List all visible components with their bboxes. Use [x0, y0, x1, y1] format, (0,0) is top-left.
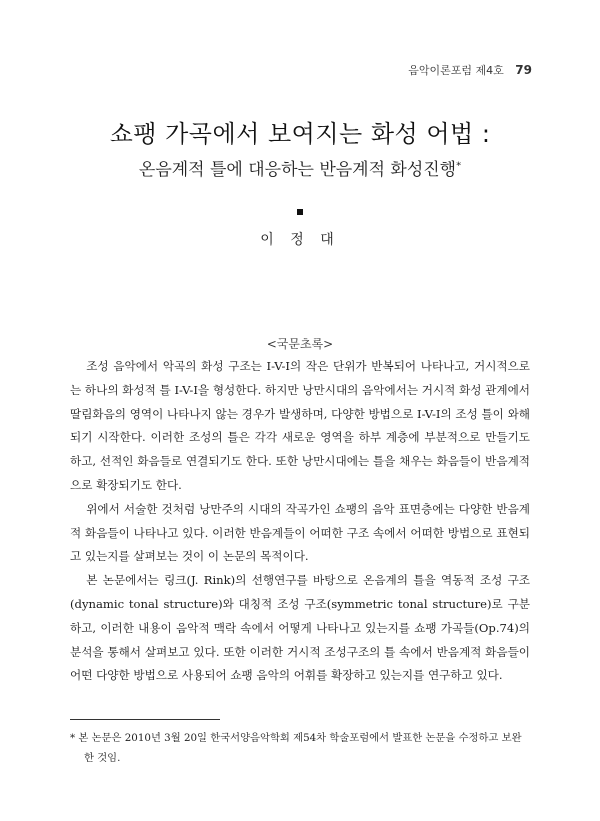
journal-name: 음악이론포럼 제4호: [408, 64, 504, 77]
footnote: * 본 논문은 2010년 3월 20일 한국서양음악학회 제54차 학술포럼에서 발표한 논문을 수정하고 보완한 것임.: [70, 732, 522, 764]
running-head: [408, 62, 532, 78]
subtitle-text: 온음계적 틀에 대응하는 반음계적 화성진행: [138, 160, 457, 180]
square-bullet-icon: [297, 209, 303, 215]
abstract-heading: <국문초록>: [266, 337, 334, 351]
paper-subtitle: [0, 155, 600, 180]
footnote-divider: [70, 719, 220, 720]
abstract-paragraph: 조성 음악에서 악곡의 화성 구조는 I-V-I의 작은 단위가 반복되어 나타나고, 거시적으로는 하나의 화성적 틀 I-V-I을 형성한다. 하지만 낭만시대의 음악에서는 거시적 화성 관계에서 딸림화음의 영역이 나타나지 않는 경우가 발생하며, 다양한 방법으로 I-V-I의 조성 틀이 와해되기 시작한다. 이러한 조성의 틀은 각각 새로운 영역을 하부 계층에 부분적으로 만들기도 하고, 선적인 화음들로 연결되기도 한다. 또한 낭만시대에는 틀을 채우는 화음들이 반음계적으로 확장되기도 한다.: [70, 359, 530, 492]
paper-title: 쇼팽 가곡에서 보여지는 화성 어법 :: [109, 120, 491, 148]
abstract-paragraph: 위에서 서술한 것처럼 낭만주의 시대의 작곡가인 쇼팽의 음악 표면층에는 다양한 반음계적 화음들이 나타나고 있다. 이러한 반음계들이 어떠한 구조 속에서 어떠한 방법으로 표현되고 있는지를 살펴보는 것이 이 논문의 목적이다.: [70, 501, 530, 564]
footnote-marker: *: [456, 160, 462, 172]
author-name: 이 정 대: [260, 232, 340, 248]
page-number: 79: [515, 63, 532, 77]
abstract-body: [70, 355, 530, 688]
abstract-paragraph: 본 논문에서는 링크(J. Rink)의 선행연구를 바탕으로 온음계의 틀을 역동적 조성 구조(dynamic tonal structure)와 대칭적 조성 구조(symmetric tonal structure)로 구분하고, 이러한 내용이 음악적 맥락 속에서 어떻게 나타나고 있는지를 쇼팽 가곡들(Op.74)의 분석을 통해서 살펴보고 있다. 또한 이러한 거시적 조성구조의 틀 속에서 반음계적 화음들이 어떤 다양한 방법으로 사용되어 쇼팽 음악의 어휘를 확장하고 있는지를 연구하고 있다.: [70, 573, 530, 683]
